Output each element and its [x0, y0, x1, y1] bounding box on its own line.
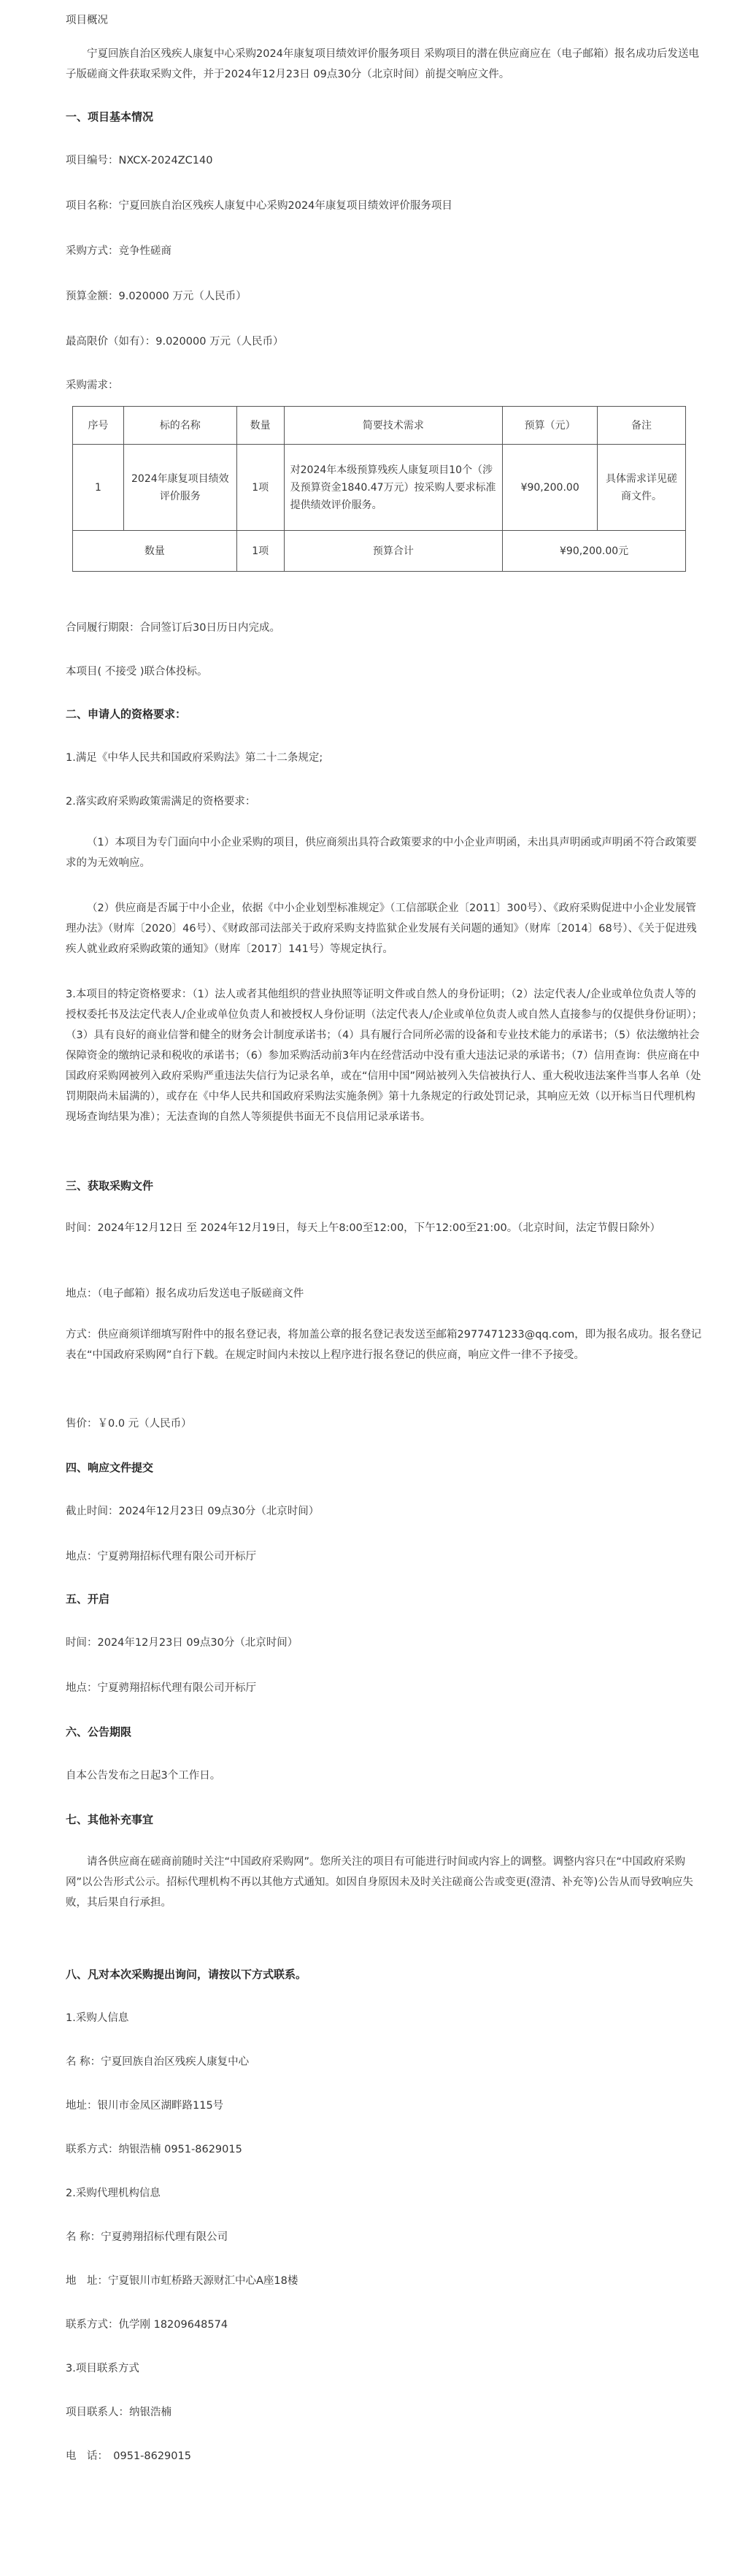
buyer-contact: 联系方式：纳银浩楠 0951-8629015	[66, 2144, 242, 2155]
section-5-title: 五、开启	[66, 1592, 110, 1606]
project-name: 项目名称：宁夏回族自治区残疾人康复中心采购2024年康复项目绩效评价服务项目	[66, 200, 452, 212]
section-2-title: 二、申请人的资格要求：	[66, 708, 187, 721]
project-contact-person: 项目联系人：纳银浩楠	[66, 2407, 171, 2418]
agent-contact: 联系方式：仇学刚 18209648574	[66, 2319, 228, 2331]
table-header: 备注	[598, 407, 686, 445]
table-row	[73, 445, 686, 531]
agent-address: 地 址：宁夏银川市虹桥路天源财汇中心A座18楼	[66, 2275, 298, 2287]
buyer-name: 名 称：宁夏回族自治区残疾人康复中心	[66, 2056, 250, 2068]
table-header: 标的名称	[123, 407, 236, 445]
table-header: 数量	[236, 407, 284, 445]
project-number: 项目编号：NXCX-2024ZC140	[66, 155, 213, 166]
table-cell: 1	[73, 445, 124, 531]
opening-time: 时间：2024年12月23日 09点30分（北京时间）	[66, 1637, 298, 1649]
table-cell: 具体需求详见磋商文件。	[598, 445, 686, 531]
qualification-3: 3.本项目的特定资格要求：（1）法人或者其他组织的营业执照等证明文件或自然人的身份证明；（2）法定代表人/企业或单位负责人等的授权委托书及法定代表人/企业或单位负责人和被授权人身份证明（法定代表人/企业或单位负责人或自然人直接参与的仅提供身份证明）；（3）具有良好的商业信誉和健全的财务会计制度承诺书；（4）具有履行合同所必需的设备和专业技术能力的承诺书；（5）依法缴纳社会保障资金的缴纳记录和税收的承诺书；（6）参加采购活动前3年内在经营活动中没有重大违法记录的承诺书；（7）信用查询：供应商在中国政府采购网被列入政府采购严重违法失信行为记录名单，或在“信用中国”网站被列入失信被执行人、重大税收违法案件当事人名单（处罚期限尚未届满的），或存在《中华人民共和国政府采购法实施条例》第十九条规定的行政处罚记录，其响应无效（以开标当日代理机构现场查询结果为准）；无法查询的自然人等须提供书面无不良信用记录承诺书。	[66, 989, 703, 1123]
table-cell: 1项	[236, 445, 284, 531]
requirements-label: 采购需求：	[66, 380, 119, 391]
acquire-method: 方式：供应商须详细填写附件中的报名登记表，将加盖公章的报名登记表发送至邮箱2977471233@qq.com，即为报名成功。报名登记表在“中国政府采购网”自行下载。在规定时间内未按以上程序进行报名登记的供应商，响应文件一律不予接受。	[66, 1329, 702, 1361]
section-7-title: 七、其他补充事宜	[66, 1813, 154, 1826]
section-1-title: 一、项目基本情况	[66, 110, 154, 123]
table-cell: 2024年康复项目绩效评价服务	[123, 445, 236, 531]
acquire-place: 地点：（电子邮箱）报名成功后发送电子版磋商文件	[66, 1288, 304, 1300]
opening-place: 地点：宁夏骋翔招标代理有限公司开标厅	[66, 1682, 256, 1694]
submission-place: 地点：宁夏骋翔招标代理有限公司开标厅	[66, 1551, 256, 1563]
agent-info-label: 2.采购代理机构信息	[66, 2188, 161, 2199]
procurement-method: 采购方式：竞争性磋商	[66, 245, 171, 257]
submission-deadline: 截止时间：2024年12月23日 09点30分（北京时间）	[66, 1506, 320, 1517]
overview-label: 项目概况	[66, 15, 108, 26]
table-header-row	[73, 407, 686, 445]
total-quantity: 1项	[236, 531, 284, 572]
intro-paragraph: 宁夏回族自治区残疾人康复中心采购2024年康复项目绩效评价服务项目 采购项目的潜在供应商应在（电子邮箱）报名成功后发送电子版磋商文件获取采购文件，并于2024年12月23日 09点30分（北京时间）前提交响应文件。	[66, 48, 700, 80]
table-header: 预算（元）	[503, 407, 598, 445]
total-budget: ¥90,200.00元	[503, 531, 686, 572]
project-contact-phone: 电 话： 0951-8629015	[66, 2450, 191, 2462]
qualification-2: 2.落实政府采购政策需满足的资格要求：	[66, 796, 256, 808]
agent-name: 名 称：宁夏骋翔招标代理有限公司	[66, 2231, 228, 2243]
announcement-period: 自本公告发布之日起3个工作日。	[66, 1770, 221, 1782]
section-8-title: 八、凡对本次采购提出询问，请按以下方式联系。	[66, 1968, 307, 1981]
section-6-title: 六、公告期限	[66, 1725, 132, 1739]
total-budget-label: 预算合计	[284, 531, 503, 572]
qualification-2-1: （1）本项目为专门面向中小企业采购的项目，供应商须出具符合政策要求的中小企业声明函，未出具声明函或声明函不符合政策要求的为无效响应。	[66, 837, 697, 869]
qualification-2-2: （2）供应商是否属于中小企业，依据《中小企业划型标准规定》（工信部联企业〔2011〕300号）、《政府采购促进中小企业发展管理办法》（财库〔2020〕46号）、《财政部司法部关于政府采购支持监狱企业发展有关问题的通知》（财库〔2014〕68号）、《关于促进残疾人就业政府采购政策的通知》（财库〔2017〕141号）等规定执行。	[66, 902, 697, 955]
acquire-time: 时间：2024年12月12日 至 2024年12月19日，每天上午8:00至12:00，下午12:00至21:00。（北京时间，法定节假日除外）	[66, 1222, 660, 1234]
table-header: 序号	[73, 407, 124, 445]
buyer-info-label: 1.采购人信息	[66, 2012, 129, 2024]
total-label: 数量	[73, 531, 237, 572]
table-cell: 对2024年本级预算残疾人康复项目10个（涉及预算资金1840.47万元）按采购人要求标准提供绩效评价服务。	[284, 445, 503, 531]
section-3-title: 三、获取采购文件	[66, 1179, 154, 1192]
budget-amount: 预算金额：9.020000 万元（人民币）	[66, 291, 247, 302]
buyer-address: 地址：银川市金凤区湖畔路115号	[66, 2100, 224, 2112]
consortium-note: 本项目( 不接受 )联合体投标。	[66, 666, 208, 678]
table-total-row	[73, 531, 686, 572]
contract-period: 合同履行期限：合同签订后30日历日内完成。	[66, 622, 280, 634]
supplementary-notes: 请各供应商在磋商前随时关注“中国政府采购网”。您所关注的项目有可能进行时间或内容上的调整。调整内容只在“中国政府采购网”以公告形式公示。招标代理机构不再以其他方式通知。如因自身原因未及时关注磋商公告或变更(澄清、补充等)公告从而导致响应失败，其后果自行承担。	[66, 1856, 693, 1909]
document-price: 售价：￥0.0 元（人民币）	[66, 1418, 192, 1430]
project-contact-label: 3.项目联系方式	[66, 2363, 139, 2374]
qualification-1: 1.满足《中华人民共和国政府采购法》第二十二条规定;	[66, 752, 323, 764]
max-price: 最高限价（如有）：9.020000 万元（人民币）	[66, 336, 284, 348]
table-cell: ¥90,200.00	[503, 445, 598, 531]
requirements-table	[72, 406, 686, 572]
section-4-title: 四、响应文件提交	[66, 1461, 154, 1474]
table-header: 简要技术需求	[284, 407, 503, 445]
